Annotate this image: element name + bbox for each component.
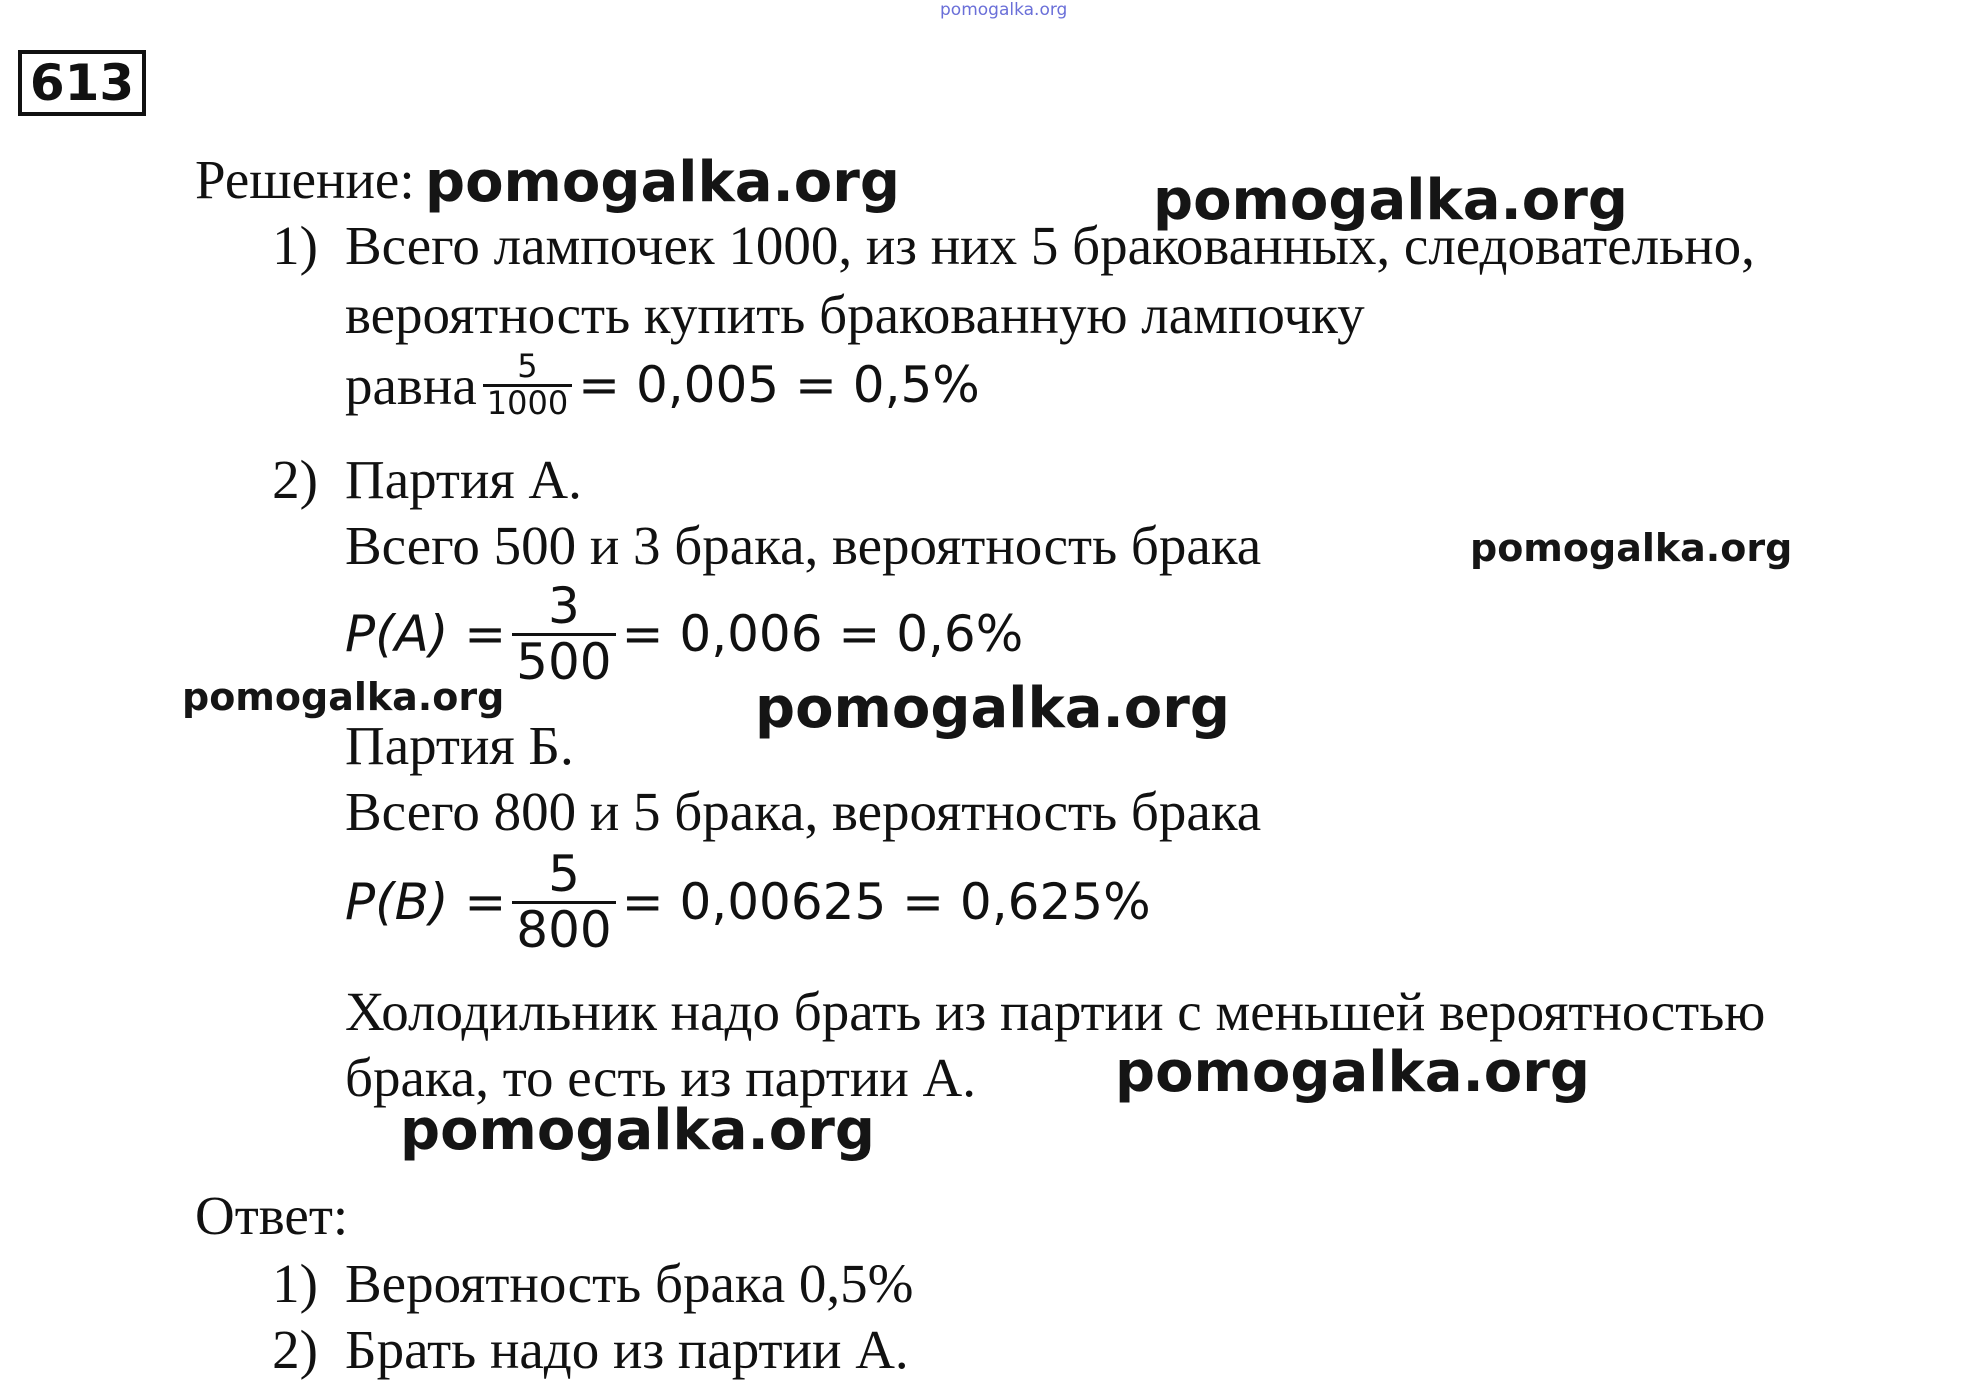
answer-2-number: 2) <box>272 1319 318 1380</box>
step-1-prefix: равна <box>345 354 477 416</box>
watermark-7: pomogalka.org <box>400 1098 875 1163</box>
party-b-numerator: 5 <box>548 845 580 903</box>
party-b-fraction <box>512 845 615 959</box>
party-a-fraction <box>512 577 615 691</box>
party-a-lhs: P(A) = <box>345 605 507 663</box>
watermark-3: pomogalka.org <box>1470 526 1793 570</box>
party-b-result: = 0,00625 = 0,625% <box>621 873 1151 931</box>
watermark-5: pomogalka.org <box>755 676 1230 741</box>
step-1-result: = 0,005 = 0,5% <box>578 356 980 415</box>
conclusion-line-1: Холодильник надо брать из партии с меньшей вероятностью <box>345 981 1766 1042</box>
watermark-1: pomogalka.org <box>425 150 900 215</box>
party-a-numerator: 3 <box>547 577 580 635</box>
step-1-denominator: 1000 <box>486 383 569 422</box>
answer-2-text: Брать надо из партии А. <box>345 1319 909 1380</box>
solution-label: Решение: <box>195 149 415 210</box>
step-2-number: 2) <box>272 449 318 510</box>
party-b-lhs: P(B) = <box>345 873 507 931</box>
watermark-2: pomogalka.org <box>1153 168 1628 233</box>
problem-number: 613 <box>18 50 146 116</box>
watermark-6: pomogalka.org <box>1115 1040 1590 1105</box>
party-a-denominator: 500 <box>516 632 612 691</box>
party-a-heading: Партия А. <box>345 449 582 510</box>
party-b-formula <box>345 845 1151 959</box>
conclusion-line-2: брака, то есть из партии А. <box>345 1047 976 1108</box>
party-b-heading: Партия Б. <box>345 715 574 776</box>
step-1-line-1: Всего лампочек 1000, из них 5 бракованных, следовательно, <box>345 215 1755 276</box>
step-1-numerator: 5 <box>517 347 538 385</box>
party-a-text: Всего 500 и 3 брака, вероятность брака <box>345 515 1262 576</box>
watermark-top: pomogalka.org <box>940 0 1068 20</box>
party-a-result: = 0,006 = 0,6% <box>621 605 1024 663</box>
party-a-formula <box>345 577 1024 691</box>
step-1-fraction <box>483 347 572 422</box>
answer-1-text: Вероятность брака 0,5% <box>345 1253 914 1314</box>
answer-1-number: 1) <box>272 1253 318 1314</box>
step-1-line-2: вероятность купить бракованную лампочку <box>345 284 1365 345</box>
party-b-text: Всего 800 и 5 брака, вероятность брака <box>345 781 1262 842</box>
party-b-denominator: 800 <box>516 900 612 959</box>
answer-label: Ответ: <box>195 1185 349 1246</box>
step-1-number: 1) <box>272 215 318 276</box>
watermark-4: pomogalka.org <box>182 675 505 719</box>
step-1-formula <box>345 347 980 422</box>
